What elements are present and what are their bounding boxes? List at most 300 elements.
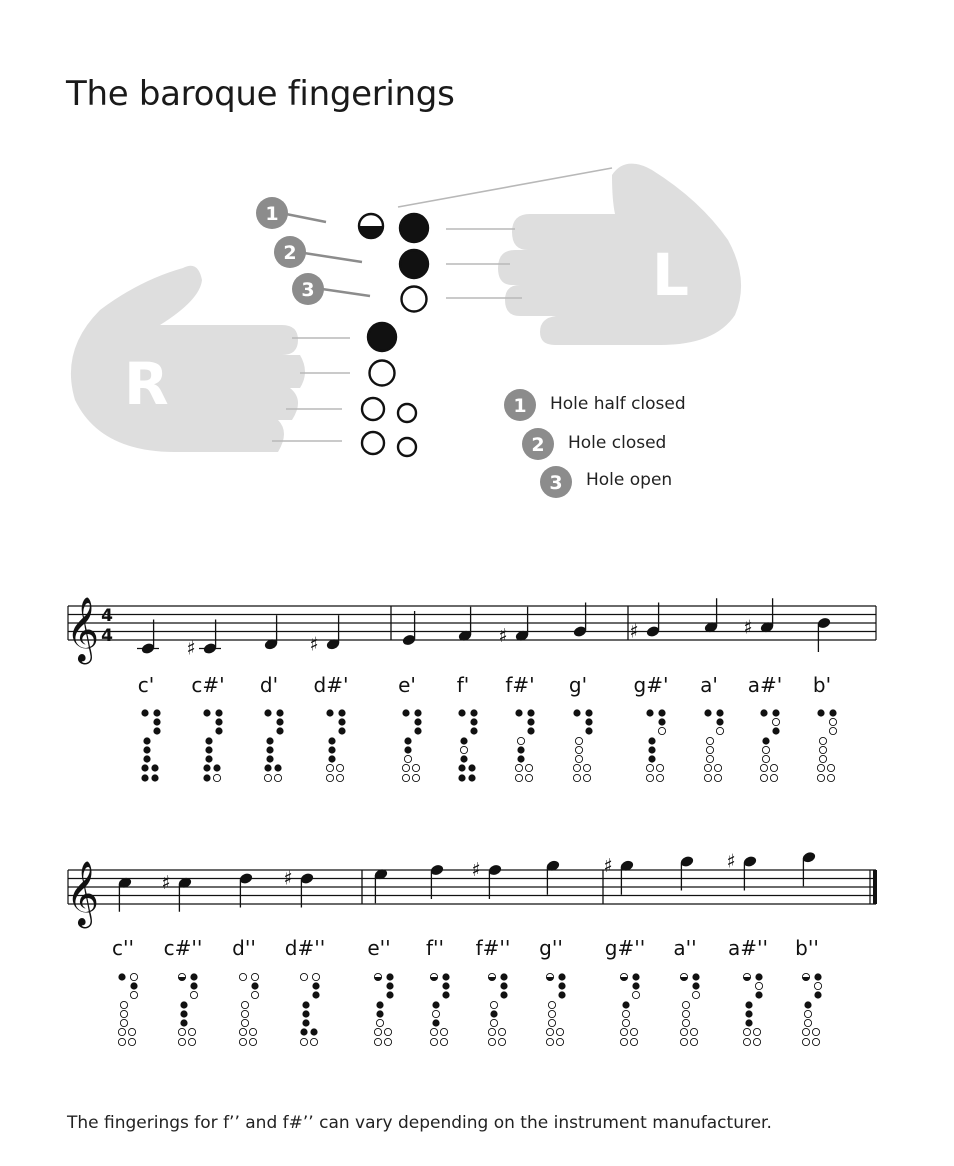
hole-open-dot <box>498 1028 505 1035</box>
hole-closed-dot <box>527 727 534 734</box>
hole-closed-dot <box>130 982 137 989</box>
hole-open-dot <box>743 1028 750 1035</box>
hole-closed-dot <box>203 709 210 716</box>
hole-open-dot <box>188 1028 195 1035</box>
note-name-label: d'' <box>232 936 256 960</box>
hole-closed-dot <box>215 727 222 734</box>
hole-open-dot <box>548 1010 555 1017</box>
hole-open-dot <box>249 1028 256 1035</box>
hole-closed-dot <box>716 709 723 716</box>
note-name-label: f' <box>456 673 470 697</box>
hole-open-dot <box>714 764 721 771</box>
hole-closed-dot <box>190 982 197 989</box>
hole-open-dot <box>704 774 711 781</box>
hole-open-dot <box>274 774 281 781</box>
hole-open-dot <box>432 1010 439 1017</box>
hole-open-dot <box>120 1001 127 1008</box>
fingering-12 <box>817 709 836 781</box>
hole-closed-dot <box>266 746 273 753</box>
hole-closed-dot <box>692 982 699 989</box>
hole-closed-dot <box>762 737 769 744</box>
left-hand <box>498 164 741 345</box>
hole-open-dot <box>440 1038 447 1045</box>
note-name-label: f#' <box>505 673 535 697</box>
hole-open-dot <box>312 973 319 980</box>
note-name-label: a' <box>700 673 718 697</box>
hole-open-dot <box>402 774 409 781</box>
note-name-label: d' <box>259 673 279 697</box>
hole-open-dot <box>814 982 821 989</box>
sharp-sign-icon: ♯ <box>726 850 736 873</box>
hole-closed-dot <box>716 718 723 725</box>
hole-open-dot <box>515 774 522 781</box>
hole-closed-dot <box>151 774 158 781</box>
page-title: The baroque fingerings <box>66 74 455 114</box>
hole-closed-dot <box>470 718 477 725</box>
fingering-7 <box>515 709 534 781</box>
note-name-label: c#' <box>191 673 225 697</box>
hole-open-dot <box>714 774 721 781</box>
hole-open-dot <box>630 1038 637 1045</box>
note-name-label: b'' <box>795 936 819 960</box>
note-name-label: f'' <box>425 936 445 960</box>
hole-closed-dot <box>648 737 655 744</box>
hole-open-dot <box>772 718 779 725</box>
staff-row-2 <box>66 851 877 929</box>
legend-number-3: 3 <box>549 472 563 494</box>
hole-closed-dot <box>772 709 779 716</box>
sharp-sign-icon: ♯ <box>603 854 613 877</box>
hole-r1-closed <box>368 323 396 351</box>
hole-open-dot <box>430 1038 437 1045</box>
fingering-chart-row-2 <box>112 936 822 1046</box>
hole-open-dot <box>804 1010 811 1017</box>
hole-open-dot <box>402 764 409 771</box>
hole-open-dot <box>819 755 826 762</box>
hole-open-dot <box>690 1028 697 1035</box>
hole-open-dot <box>249 1038 256 1045</box>
note-name-label: c#'' <box>163 936 203 960</box>
note-name-label: c' <box>137 673 155 697</box>
hole-closed-dot <box>153 718 160 725</box>
fingering-11 <box>743 973 762 1045</box>
hole-closed-dot <box>276 709 283 716</box>
hole-open-dot <box>646 764 653 771</box>
hole-l2-closed <box>400 250 428 278</box>
hole-closed-dot <box>692 973 699 980</box>
hole-closed-dot <box>205 737 212 744</box>
hole-r2-open <box>370 361 395 386</box>
hole-closed-dot <box>141 764 148 771</box>
hole-closed-dot <box>468 764 475 771</box>
hole-open-dot <box>118 1028 125 1035</box>
note-name-label: g'' <box>539 936 563 960</box>
hole-open-dot <box>412 764 419 771</box>
hole-closed-dot <box>632 973 639 980</box>
hole-open-dot <box>753 1028 760 1035</box>
hole-closed-dot <box>386 973 393 980</box>
hole-closed-dot <box>402 709 409 716</box>
hole-open-dot <box>812 1038 819 1045</box>
hole-open-dot <box>573 764 580 771</box>
hole-closed-dot <box>180 1010 187 1017</box>
hole-l1-closed <box>400 214 428 242</box>
hole-open-dot <box>706 746 713 753</box>
note-name-label: d#' <box>313 673 349 697</box>
hole-open-dot <box>829 727 836 734</box>
hole-open-dot <box>178 1028 185 1035</box>
hole-closed-dot <box>558 973 565 980</box>
hole-open-dot <box>239 1028 246 1035</box>
hole-closed-dot <box>585 718 592 725</box>
hole-open-dot <box>622 1019 629 1026</box>
fingering-6 <box>458 709 477 781</box>
hole-open-dot <box>817 774 824 781</box>
hole-open-dot <box>188 1038 195 1045</box>
hole-open-dot <box>241 1010 248 1017</box>
legend-label-closed: Hole closed <box>568 433 667 453</box>
hole-closed-dot <box>829 709 836 716</box>
hole-open-dot <box>384 1028 391 1035</box>
hole-closed-dot <box>745 1001 752 1008</box>
hole-r4a-open <box>362 432 384 454</box>
hole-open-dot <box>716 727 723 734</box>
hole-closed-dot <box>276 727 283 734</box>
note-name-label: a#' <box>747 673 783 697</box>
legend-label-half-closed: Hole half closed <box>550 394 686 414</box>
hole-closed-dot <box>460 755 467 762</box>
hole-open-dot <box>310 1038 317 1045</box>
note-name-label: b' <box>812 673 832 697</box>
hole-open-dot <box>630 1028 637 1035</box>
hole-closed-dot <box>648 755 655 762</box>
fingering-1 <box>118 973 137 1045</box>
hole-closed-dot <box>814 991 821 998</box>
hole-open-dot <box>498 1038 505 1045</box>
hole-closed-dot <box>153 709 160 716</box>
left-hand-label: L <box>652 241 689 309</box>
hole-closed-dot <box>153 727 160 734</box>
hole-closed-dot <box>470 727 477 734</box>
hole-closed-dot <box>558 982 565 989</box>
sharp-sign-icon: ♯ <box>309 633 319 656</box>
fingering-5 <box>374 973 393 1045</box>
time-signature-bottom: 4 <box>101 626 113 646</box>
hole-open-dot <box>692 991 699 998</box>
hole-open-dot <box>251 991 258 998</box>
sharp-sign-icon: ♯ <box>471 859 481 881</box>
hole-closed-dot <box>266 737 273 744</box>
hole-open-dot <box>706 737 713 744</box>
note-name-label: g#'' <box>604 936 646 960</box>
hole-closed-dot <box>632 982 639 989</box>
hole-open-dot <box>802 1038 809 1045</box>
hole-closed-dot <box>266 755 273 762</box>
hole-open-dot <box>819 737 826 744</box>
note-name-label: e' <box>398 673 416 697</box>
hole-open-dot <box>300 1038 307 1045</box>
hole-open-dot <box>680 1028 687 1035</box>
hole-closed-dot <box>414 727 421 734</box>
hole-closed-dot <box>442 973 449 980</box>
hole-closed-dot <box>276 718 283 725</box>
sharp-sign-icon: ♯ <box>161 871 171 894</box>
hole-closed-dot <box>500 973 507 980</box>
hole-open-dot <box>517 737 524 744</box>
hole-closed-dot <box>527 718 534 725</box>
hole-open-dot <box>404 755 411 762</box>
hole-closed-dot <box>205 755 212 762</box>
hole-open-dot <box>326 764 333 771</box>
hole-open-dot <box>575 755 582 762</box>
note-name-label: f#'' <box>475 936 511 960</box>
hole-closed-dot <box>264 709 271 716</box>
hole-open-dot <box>326 774 333 781</box>
hole-closed-dot <box>310 1028 317 1035</box>
fingering-3 <box>239 973 258 1045</box>
hole-closed-dot <box>302 1019 309 1026</box>
hole-open-dot <box>770 774 777 781</box>
hole-open-dot <box>130 973 137 980</box>
hole-closed-dot <box>143 755 150 762</box>
hole-open-dot <box>760 764 767 771</box>
hole-closed-dot <box>573 709 580 716</box>
hole-closed-dot <box>527 709 534 716</box>
hole-open-dot <box>632 991 639 998</box>
hole-closed-dot <box>458 764 465 771</box>
hole-open-dot <box>128 1038 135 1045</box>
hole-closed-dot <box>432 1001 439 1008</box>
hole-closed-dot <box>442 982 449 989</box>
fingering-4 <box>326 709 345 781</box>
hole-closed-dot <box>814 973 821 980</box>
hole-open-dot <box>300 973 307 980</box>
hole-open-dot <box>490 1019 497 1026</box>
hole-closed-dot <box>251 982 258 989</box>
hole-closed-dot <box>302 1001 309 1008</box>
hole-open-dot <box>130 991 137 998</box>
hole-closed-dot <box>458 774 465 781</box>
hole-closed-dot <box>500 982 507 989</box>
hole-open-dot <box>690 1038 697 1045</box>
callout-number-3: 3 <box>301 279 315 301</box>
hole-open-dot <box>525 764 532 771</box>
hole-open-dot <box>548 1001 555 1008</box>
hole-closed-dot <box>760 709 767 716</box>
hole-open-dot <box>656 764 663 771</box>
fingering-4 <box>300 973 319 1045</box>
hole-open-dot <box>743 1038 750 1045</box>
hole-open-dot <box>128 1028 135 1035</box>
hole-open-dot <box>620 1038 627 1045</box>
note-name-label: e'' <box>367 936 391 960</box>
hole-open-dot <box>575 746 582 753</box>
hole-closed-dot <box>755 973 762 980</box>
hole-open-dot <box>573 774 580 781</box>
hole-closed-dot <box>141 774 148 781</box>
hole-closed-dot <box>658 718 665 725</box>
hole-open-dot <box>239 973 246 980</box>
fingering-10 <box>680 973 699 1045</box>
hole-closed-dot <box>558 991 565 998</box>
hole-closed-dot <box>500 991 507 998</box>
hole-open-dot <box>620 1028 627 1035</box>
hole-open-dot <box>490 1001 497 1008</box>
note-name-label: g' <box>568 673 588 697</box>
hole-open-dot <box>817 764 824 771</box>
hole-closed-dot <box>118 973 125 980</box>
hole-closed-dot <box>658 709 665 716</box>
hole-closed-dot <box>300 1028 307 1035</box>
staff-row-1 <box>66 597 876 664</box>
hole-open-dot <box>488 1028 495 1035</box>
hole-open-dot <box>762 755 769 762</box>
hole-open-dot <box>525 774 532 781</box>
hole-closed-dot <box>328 737 335 744</box>
hole-closed-dot <box>143 746 150 753</box>
fingering-5 <box>402 709 421 781</box>
hole-closed-dot <box>490 1010 497 1017</box>
hole-open-dot <box>656 774 663 781</box>
fingering-3 <box>264 709 283 781</box>
hole-open-dot <box>460 746 467 753</box>
hole-open-dot <box>680 1038 687 1045</box>
hole-open-dot <box>374 1028 381 1035</box>
hole-closed-dot <box>414 709 421 716</box>
hole-open-dot <box>682 1010 689 1017</box>
note-name-label: c'' <box>112 936 134 960</box>
hole-open-dot <box>190 991 197 998</box>
hole-closed-dot <box>585 727 592 734</box>
hole-open-dot <box>440 1028 447 1035</box>
hole-open-dot <box>827 764 834 771</box>
hole-closed-dot <box>376 1001 383 1008</box>
hole-open-dot <box>802 1028 809 1035</box>
hole-open-dot <box>412 774 419 781</box>
fingering-1 <box>141 709 160 781</box>
fingering-chart-row-1 <box>138 673 837 782</box>
right-hand <box>71 266 305 452</box>
legend-label-open: Hole open <box>586 470 673 490</box>
hole-closed-dot <box>338 718 345 725</box>
hole-closed-dot <box>190 973 197 980</box>
fingering-8 <box>546 973 565 1045</box>
hole-open-dot <box>515 764 522 771</box>
hole-closed-dot <box>312 991 319 998</box>
hole-open-dot <box>583 764 590 771</box>
note-name-label: a#'' <box>727 936 769 960</box>
hole-open-dot <box>556 1038 563 1045</box>
sharp-sign-icon: ♯ <box>743 616 753 639</box>
fingering-6 <box>430 973 449 1045</box>
hole-open-dot <box>264 774 271 781</box>
hole-open-dot <box>762 746 769 753</box>
hole-closed-dot <box>386 991 393 998</box>
hole-open-dot <box>546 1038 553 1045</box>
hole-closed-dot <box>215 718 222 725</box>
fingering-11 <box>760 709 779 781</box>
hole-closed-dot <box>328 746 335 753</box>
hole-open-dot <box>556 1028 563 1035</box>
hole-closed-dot <box>432 1019 439 1026</box>
hole-closed-dot <box>414 718 421 725</box>
hole-closed-dot <box>213 764 220 771</box>
hole-closed-dot <box>704 709 711 716</box>
hole-closed-dot <box>646 709 653 716</box>
hole-closed-dot <box>648 746 655 753</box>
hole-open-dot <box>682 1001 689 1008</box>
hole-open-dot <box>704 764 711 771</box>
hole-closed-dot <box>442 991 449 998</box>
hole-closed-dot <box>205 746 212 753</box>
fingering-2 <box>203 709 222 781</box>
hole-open-dot <box>241 1019 248 1026</box>
hole-closed-dot <box>404 737 411 744</box>
hole-closed-dot <box>515 709 522 716</box>
hole-r3b-open <box>398 404 416 422</box>
sharp-sign-icon: ♯ <box>498 624 508 647</box>
hole-closed-dot <box>203 774 210 781</box>
hole-open-dot <box>682 1019 689 1026</box>
fingering-2 <box>178 973 197 1045</box>
hole-open-dot <box>829 718 836 725</box>
hole-closed-dot <box>215 709 222 716</box>
hole-closed-dot <box>460 737 467 744</box>
hole-closed-dot <box>326 709 333 716</box>
sharp-sign-icon: ♯ <box>186 637 196 660</box>
hole-closed-dot <box>458 709 465 716</box>
hole-open-dot <box>384 1038 391 1045</box>
fingering-7 <box>488 973 507 1045</box>
hole-open-dot <box>241 1001 248 1008</box>
hole-open-dot <box>622 1010 629 1017</box>
note-name-label: a'' <box>673 936 697 960</box>
hole-open-dot <box>755 982 762 989</box>
hole-closed-dot <box>376 1010 383 1017</box>
hole-closed-dot <box>141 709 148 716</box>
fingering-9 <box>620 973 639 1045</box>
hole-open-dot <box>120 1010 127 1017</box>
hole-open-dot <box>812 1028 819 1035</box>
sharp-sign-icon: ♯ <box>283 867 293 890</box>
hole-open-dot <box>546 1028 553 1035</box>
hole-open-dot <box>374 1038 381 1045</box>
hole-open-dot <box>488 1038 495 1045</box>
hole-open-dot <box>548 1019 555 1026</box>
recorder-holes <box>359 214 428 456</box>
hole-open-dot <box>583 774 590 781</box>
callout-number-1: 1 <box>265 203 279 225</box>
hole-closed-dot <box>203 764 210 771</box>
hole-closed-dot <box>143 737 150 744</box>
hole-closed-dot <box>180 1019 187 1026</box>
hole-open-dot <box>336 764 343 771</box>
hole-open-dot <box>575 737 582 744</box>
hole-r4b-open <box>398 438 416 456</box>
hole-closed-dot <box>274 764 281 771</box>
sharp-sign-icon: ♯ <box>629 620 639 643</box>
callout-number-2: 2 <box>283 242 297 264</box>
treble-clef-icon: 𝄞 <box>66 597 100 662</box>
hole-closed-dot <box>386 982 393 989</box>
legend-number-1: 1 <box>513 395 527 417</box>
hole-open-dot <box>239 1038 246 1045</box>
hole-closed-dot <box>517 755 524 762</box>
fingering-10 <box>704 709 723 781</box>
hole-open-dot <box>770 764 777 771</box>
hole-closed-dot <box>585 709 592 716</box>
callout-badges <box>256 197 324 305</box>
